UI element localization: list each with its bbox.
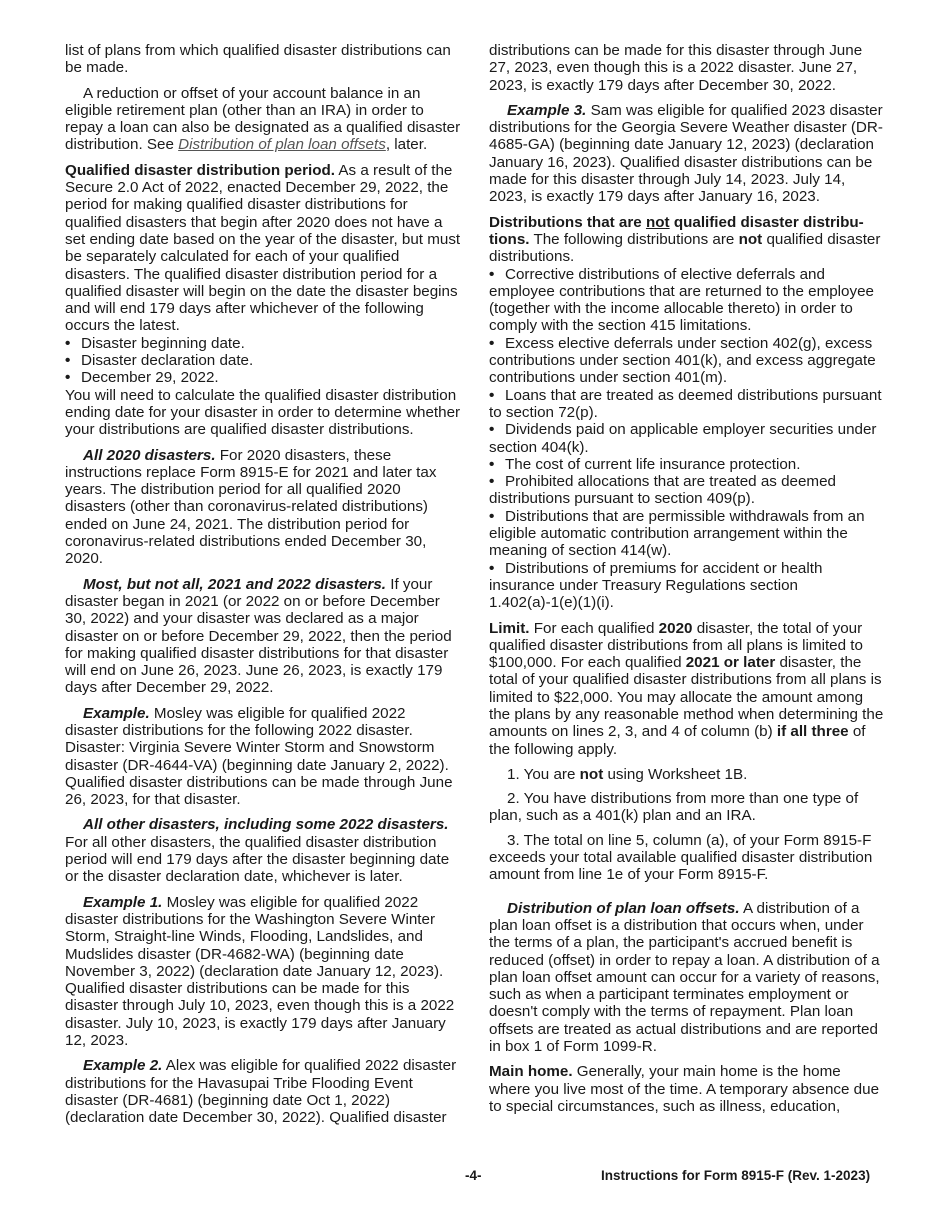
bullet-icon: • — [489, 265, 495, 283]
right-column — [489, 42, 885, 1123]
left-column — [65, 42, 461, 1135]
numbered-item: 3. The total on line 5, column (a), of your Form 8915-F exceeds your total available qualified disaster distribution amount from line 1e of your Form 8915-F. — [489, 831, 873, 884]
bullet-icon: • — [489, 421, 495, 439]
section-main-home: Main home. Generally, your main home is the home where you live most of the time. A temporary absence due to special circumstances, such as illness, education, — [489, 1063, 880, 1115]
numbered-item: 1. You are not using Worksheet 1B. — [507, 765, 748, 783]
example-1: Example 1. Mosley was eligible for qualified 2022 disaster distributions for the Washington Severe Winter Storm, Straight-line Winds, Flooding, Landslides, and Mudslides disaster (DR-4682-WA) (beginning date November 3, 2022) (declaration date January 12, 2023). Qualified disaster distributions can be made for this disaster through July 10, 2023, even though this is a 2022 disaster. July 10, 2023, is exactly 179 days after January 12, 2023. — [65, 893, 455, 1050]
example-heading: Example 1. — [83, 893, 163, 911]
list-item: • Disaster declaration date. — [65, 352, 254, 370]
section-heading: Most, but not all, 2021 and 2022 disasters. — [83, 575, 387, 593]
section-limit: Limit. For each qualified 2020 disaster, the total of your qualified disaster distributions from all plans is limited to $100,000. For each qualified 2021 or later disaster, the total of your qualified disaster distributions from all plans is limited to $22,000. You may allocate the amount among the plans by any reasonable method when determining the amounts on lines 2, 3, and 4 of column (b) if all three of the following apply. — [489, 619, 884, 758]
list-item: • December 29, 2022. — [65, 369, 219, 387]
section-qualified-disaster-distribution-period: Qualified disaster distribution period. As a result of the Secure 2.0 Act of 2022, enacted December 29, 2022, the period for making qualified disaster distributions for qualified disasters that begin after 2020 does not have a set ending date based on the year of the disaster, but must be separately calculated for each of your qualified disasters. The qualified disaster distribution period for a qualified disaster will begin on the date the disaster begins and will end 179 days after whichever of the following occurs the latest. — [65, 161, 461, 335]
paragraph: A reduction or offset of your account balance in an eligible retirement plan (other than an IRA) in order to repay a loan can also be designated as a qualified disaster distribution. See Distribution of plan loan offsets, later. — [65, 84, 461, 154]
section-all-other-disasters: All other disasters, including some 2022 disasters. For all other disasters, the qualified disaster distribution period will end 179 days after the disaster beginning date or the disaster declaration date, whichever is later. — [65, 816, 450, 886]
bullet-icon: • — [489, 334, 495, 352]
list-item: • Prohibited allocations that are treated as deemed distributions pursuant to section 409(p). — [489, 473, 836, 508]
section-heading: All other disasters, including some 2022 disasters. — [83, 816, 449, 834]
section-heading: All 2020 disasters. — [83, 446, 216, 464]
paragraph: list of plans from which qualified disaster distributions can be made. — [65, 42, 451, 77]
list-item: • Excess elective deferrals under section 402(g), excess contributions under section 401(k), and excess aggregate contributions under section 401(m). — [489, 334, 876, 387]
section-heading: Distributions that are not qualified disaster distribu-tions. — [489, 213, 864, 248]
paragraph: You will need to calculate the qualified disaster distribution ending date for your disaster in order to determine whether your distributions are qualified disaster distributions. — [65, 386, 461, 439]
section-heading: Limit. — [489, 619, 530, 637]
link-distribution-of-plan-loan-offsets[interactable]: Distribution of plan loan offsets — [178, 136, 386, 154]
bullet-icon: • — [489, 455, 495, 473]
form-title: Instructions for Form 8915-F (Rev. 1-2023) — [601, 1168, 871, 1183]
bullet-icon: • — [65, 369, 71, 387]
section-distribution-of-plan-loan-offsets: Distribution of plan loan offsets. A distribution of a plan loan offset is a distribution that occurs when, under the terms of a plan, the participant's accrued benefit is reduced (offset) in order to repay a loan. A distribution of a plan loan offset amount can occur for a variety of reasons, such as when a participant terminates employment or doesn't comply with the terms of repayment. Plan loan offsets are treated as actual distributions and are reported in box 1 of Form 1099-R. — [489, 899, 880, 1056]
section-not-qualified-distributions: Distributions that are not qualified disaster distribu-tions. The following distributions are not qualified disaster distributions. — [489, 213, 881, 266]
bullet-icon: • — [489, 559, 495, 577]
list-item: • Corrective distributions of elective deferrals and employee contributions that are returned to the employee (together with the income allocable thereto) in order to comply with the section 415 limitations. — [489, 265, 874, 335]
paragraph: distributions can be made for this disaster through June 27, 2023, even though this is a 2022 disaster. June 27, 2023, is exactly 179 days after December 30, 2022. — [489, 42, 863, 94]
numbered-item: 2. You have distributions from more than one type of plan, such as a 401(k) plan and an IRA. — [489, 790, 859, 825]
list-item: • Loans that are treated as deemed distributions pursuant to section 72(p). — [489, 386, 882, 421]
list-item: • Distributions that are permissible withdrawals from an eligible automatic contribution arrangement within the meaning of section 414(w). — [489, 507, 865, 560]
bullet-icon: • — [489, 386, 495, 404]
example-2: Example 2. Alex was eligible for qualified 2022 disaster distributions for the Havasupai Tribe Flooding Event disaster (DR-4681) (beginning date Oct 1, 2022) (declaration date December 30, 2022). Qualified disaster — [65, 1057, 457, 1127]
example-heading: Example. — [83, 704, 150, 722]
list-item: • The cost of current life insurance protection. — [489, 455, 801, 473]
bullet-icon: • — [65, 352, 71, 370]
example-heading: Example 3. — [507, 101, 587, 119]
bullet-icon: • — [489, 507, 495, 525]
list-item: • Distributions of premiums for accident or health insurance under Treasury Regulations section 1.402(a)-1(e)(1)(i). — [489, 559, 823, 612]
bullet-icon: • — [65, 334, 71, 352]
bullet-icon: • — [489, 473, 495, 491]
example: Example. Mosley was eligible for qualified 2022 disaster distributions for the following 2022 disaster. Disaster: Virginia Severe Winter Storm and Snowstorm disaster (DR-4644-VA) (beginning date January 2, 2022). Qualified disaster distributions can be made through June 26, 2023, for that disaster. — [65, 704, 453, 809]
page-number: -4- — [465, 1168, 482, 1183]
example-heading: Example 2. — [83, 1057, 163, 1075]
section-all-2020-disasters: All 2020 disasters. For 2020 disasters, these instructions replace Form 8915-E for 2021 and later tax years. The distribution period for all qualified 2020 disasters (other than coronavirus-related distributions) ended on June 24, 2021. The distribution period for coronavirus-related distributions ended December 30, 2020. — [65, 446, 437, 568]
section-heading: Main home. — [489, 1063, 573, 1081]
section-heading: Distribution of plan loan offsets. — [507, 899, 740, 917]
list-item: • Disaster beginning date. — [65, 334, 245, 352]
example-3: Example 3. Sam was eligible for qualified 2023 disaster distributions for the Georgia Severe Weather disaster (DR-4685-GA) (beginning date January 12, 2023) (declaration January 16, 2023). Qualified disaster distributions can be made for this disaster through July 14, 2023. July 14, 2023, is exactly 179 days after January 16, 2023. — [489, 101, 883, 206]
list-item: • Dividends paid on applicable employer securities under section 404(k). — [489, 421, 877, 456]
section-most-2021-2022-disasters: Most, but not all, 2021 and 2022 disasters. If your disaster began in 2021 (or 2022 on or before December 30, 2022) and your disaster was declared as a major disaster on or before December 29, 2022, then the period for making qualified disaster distributions for that disaster will end on June 26, 2023. June 26, 2023, is exactly 179 days after December 29, 2022. — [65, 575, 452, 697]
section-heading: Qualified disaster distribution period. — [65, 161, 336, 179]
